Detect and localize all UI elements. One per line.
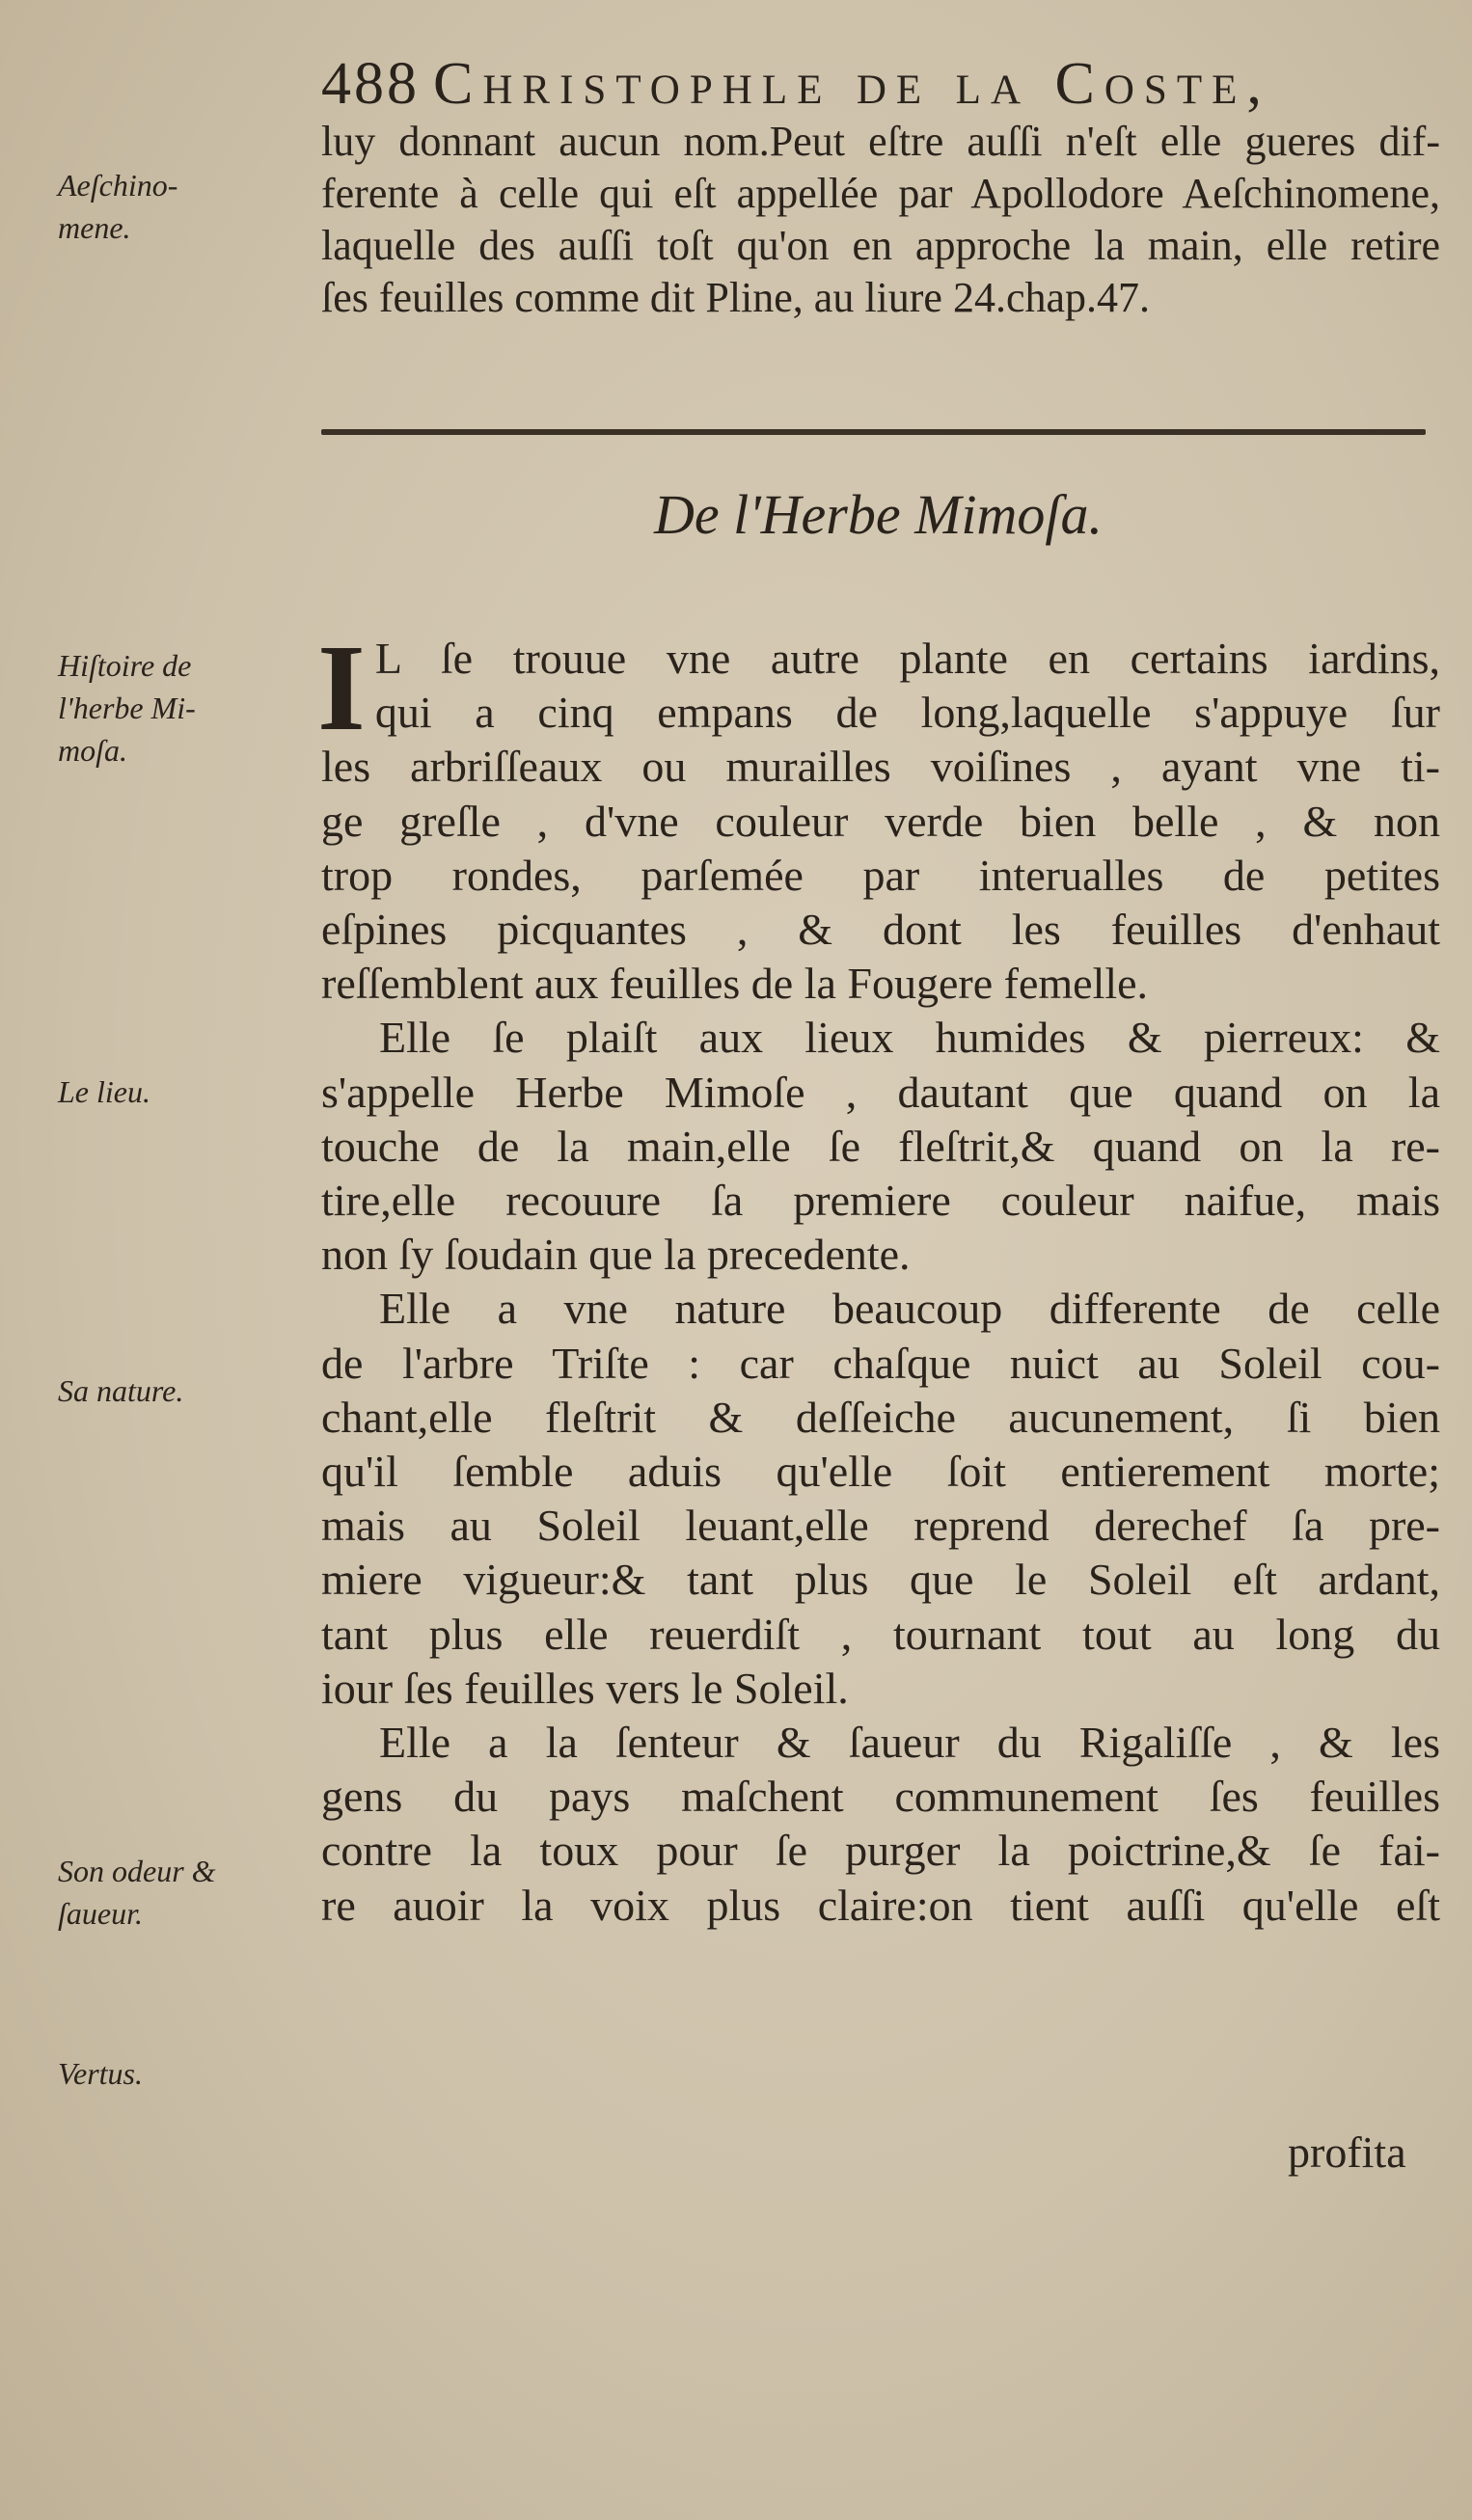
text-line: chant,elle fleſtrit & deſſeiche aucunement, ſi bien [321, 1392, 1440, 1442]
text-line: s'appelle Herbe Mimoſe , dautant que quand on la [321, 1067, 1440, 1117]
page-number: 488 [321, 51, 420, 117]
section-title: De l'Herbe Mimoſa. [653, 483, 1104, 546]
text-line: tant plus elle reuerdiſt , tournant tout au long du [321, 1609, 1440, 1659]
text-line: qu'il ſemble aduis qu'elle ſoit entierement morte; [321, 1447, 1440, 1497]
page-header [321, 50, 1435, 119]
text-line: Elle ſe plaiſt aux lieux humides & pierreux: & [379, 1013, 1440, 1063]
text-line: non ſy ſoudain que la precedente. [321, 1230, 911, 1280]
text-line: qui a cinq empans de long,laquelle s'appuye ſur [374, 688, 1440, 738]
text-line: trop rondes, parſemée par interualles de petites [321, 850, 1440, 900]
text-line: contre la toux pour ſe purger la poictrine,& ſe fai- [321, 1826, 1440, 1876]
running-title: Christophle de la Coste, [433, 51, 1271, 117]
text-line: L ſe trouue vne autre plante en certains iardins, [374, 634, 1440, 683]
text-line: ferente à celle qui eſt appellée par Apollodore Aeſchinomene, [321, 170, 1440, 217]
text-line: ſes feuilles comme dit Pline, au liure 24.chap.47. [321, 274, 1151, 321]
text-line: les arbriſſeaux ou murailles voiſines , ayant vne ti- [321, 742, 1440, 792]
text-line: luy donnant aucun nom.Peut eſtre auſſi n'eſt elle gueres dif- [321, 118, 1440, 165]
text-line: Elle a la ſenteur & ſaueur du Rigaliſſe , & les [379, 1718, 1440, 1768]
margin-note-odeur: Son odeur & ſaueur. [58, 1854, 216, 1931]
margin-note-aeschinomene: Aeſchino- mene. [58, 168, 178, 245]
text-line: eſpines picquantes , & dont les feuilles d'enhaut [321, 905, 1440, 955]
text-line: reſſemblent aux feuilles de la Fougere femelle. [321, 959, 1149, 1009]
main-text [317, 619, 1440, 1933]
text-line: re auoir la voix plus claire:on tient auſſi qu'elle eſt [321, 1880, 1440, 1930]
margin-note-histoire: Hiſtoire de l'herbe Mi- moſa. [58, 648, 196, 768]
text-line: mais au Soleil leuant,elle reprend derechef ſa pre- [321, 1501, 1440, 1551]
margin-note-nature: Sa nature. [58, 1373, 184, 1408]
text-line: ge greſle , d'vne couleur verde bien belle , & non [321, 796, 1440, 846]
text-line: Elle a vne nature beaucoup differente de celle [379, 1284, 1440, 1334]
margin-note-lieu: Le lieu. [58, 1074, 150, 1109]
text-line: touche de la main,elle ſe fleſtrit,& quand on la re- [321, 1121, 1440, 1171]
text-line: laquelle des auſſi toſt qu'on en approche la main, elle retire [321, 222, 1440, 269]
text-line: miere vigueur:& tant plus que le Soleil eſt ardant, [321, 1555, 1440, 1605]
margin-note-vertus: Vertus. [58, 2056, 143, 2091]
text-line: gens du pays maſchent communement ſes feuilles [321, 1772, 1440, 1822]
catchword: profita [1288, 2127, 1406, 2177]
intro-passage [321, 116, 1440, 324]
text-line: tire,elle recouure ſa premiere couleur naifue, mais [321, 1176, 1440, 1226]
text-line: de l'arbre Triſte : car chaſque nuict au Soleil cou- [321, 1338, 1440, 1388]
text-line: iour ſes feuilles vers le Soleil. [321, 1663, 849, 1713]
section-divider [321, 429, 1426, 435]
drop-cap: I [317, 619, 366, 756]
